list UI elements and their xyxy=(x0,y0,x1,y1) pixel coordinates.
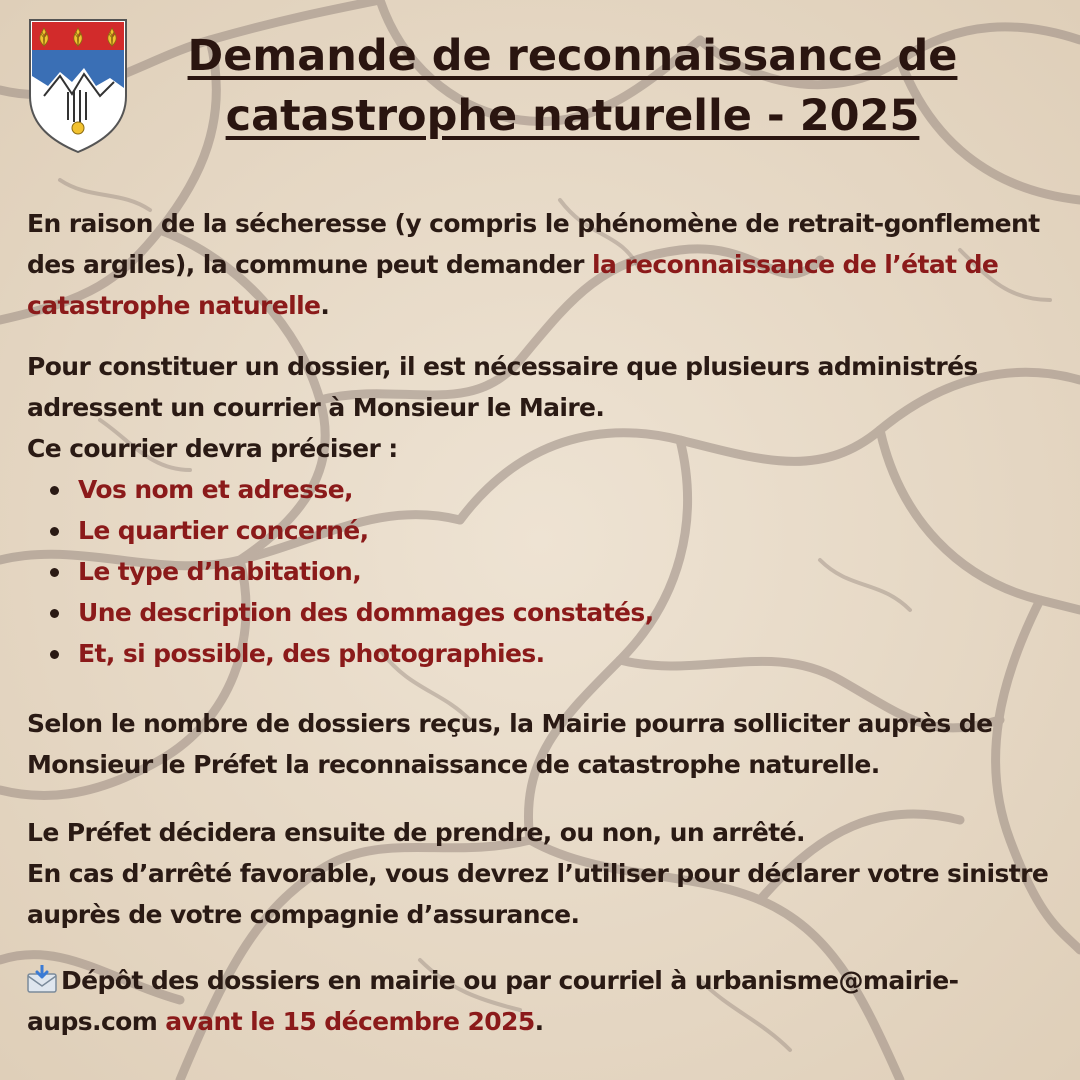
requirements-list xyxy=(46,469,654,674)
list-item: Le quartier concerné, xyxy=(46,510,654,551)
page-title: Demande de reconnaissance de catastrophe naturelle - 2025 xyxy=(187,31,958,141)
decision-paragraph xyxy=(27,812,1057,935)
list-item: Et, si possible, des photographies. xyxy=(46,633,654,674)
submission-text: Dépôt des dossiers en mairie ou par courriel à urbanisme@mairie-aups.com xyxy=(27,966,959,1036)
insurance-text: En cas d’arrêté favorable, vous devrez l’utiliser pour déclarer votre sinistre auprès de votre compagnie d’assurance. xyxy=(27,859,1049,929)
decision-text: Le Préfet décidera ensuite de prendre, ou non, un arrêté. xyxy=(27,818,805,847)
intro-text: En raison de la sécheresse (y compris le phénomène de retrait-gonflement des argiles), la commune peut demander xyxy=(27,209,1040,279)
intro-end: . xyxy=(320,291,330,320)
intro-highlight: la reconnaissance de l’état de catastrophe naturelle xyxy=(27,250,999,320)
inbox-tray-icon xyxy=(27,965,57,993)
submission-end: . xyxy=(534,1007,544,1036)
submission-paragraph xyxy=(27,960,1057,1042)
prefect-request-paragraph: Selon le nombre de dossiers reçus, la Mairie pourra solliciter auprès de Monsieur le Préfet la reconnaissance de catastrophe naturelle. xyxy=(27,709,993,779)
dossier-requirements-intro: Ce courrier devra préciser : xyxy=(27,434,398,463)
list-item: Vos nom et adresse, xyxy=(46,469,654,510)
dossier-paragraph xyxy=(27,346,1057,469)
coat-of-arms-logo xyxy=(24,16,132,156)
list-item: Une description des dommages constatés, xyxy=(46,592,654,633)
list-item: Le type d’habitation, xyxy=(46,551,654,592)
deadline-text: avant le 15 décembre 2025 xyxy=(165,1007,535,1036)
dossier-text: Pour constituer un dossier, il est nécessaire que plusieurs administrés adressent un courrier à Monsieur le Maire. xyxy=(27,352,978,422)
intro-paragraph xyxy=(27,203,1057,326)
